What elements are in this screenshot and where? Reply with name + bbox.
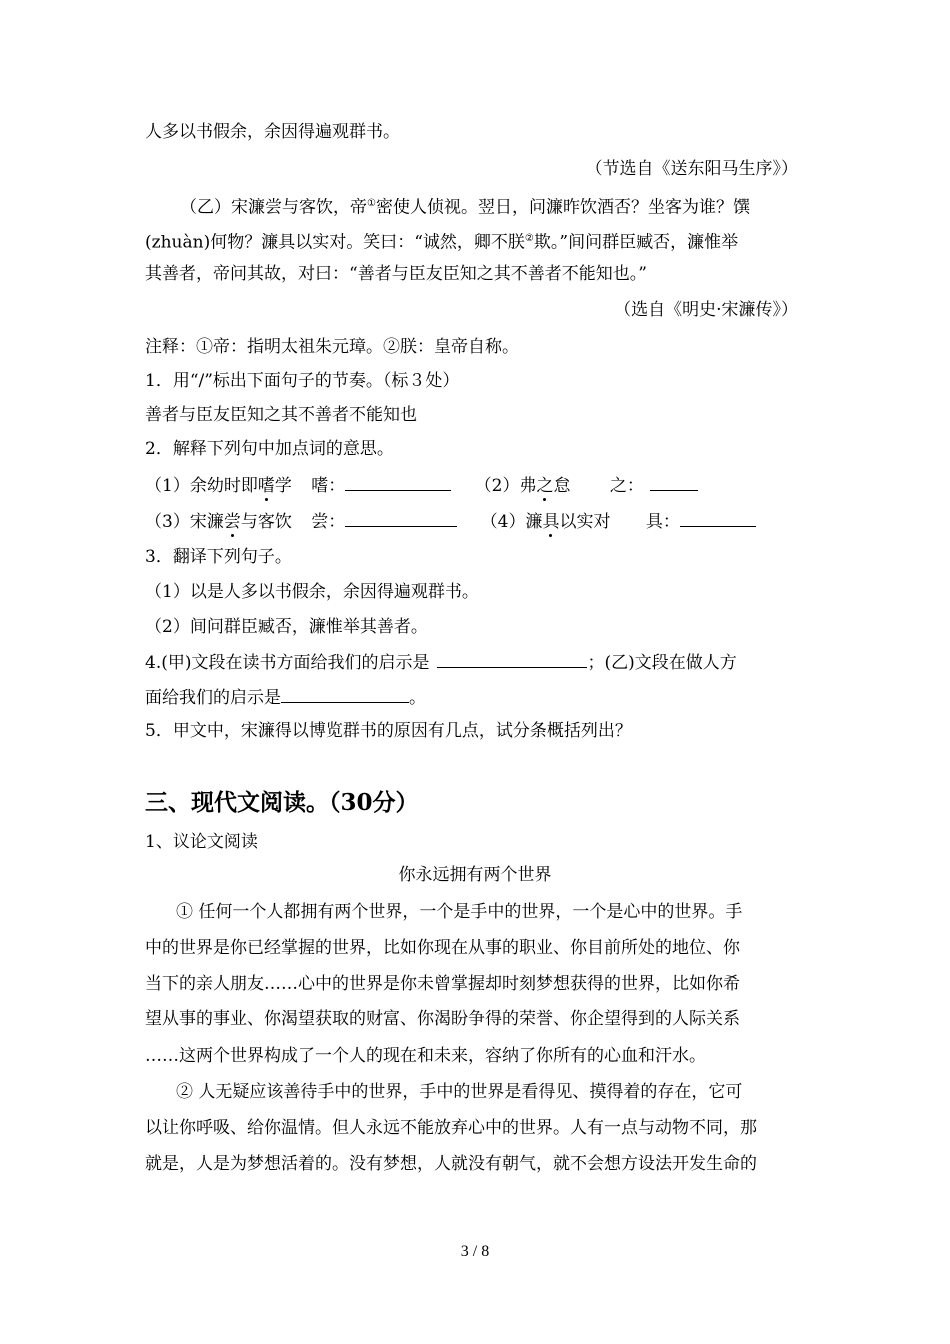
question-5: 5．甲文中，宋濂得以博览群书的原因有几点，试分条概括列出？ <box>145 721 632 741</box>
text-line: 其善者，帝问其故，对曰：“善者与臣友臣知之其不善者不能知也。” <box>145 264 647 284</box>
text-line: (zhuàn)何物？濂具以实对。笑曰：“诚然，卿不朕②欺。”间问群臣臧否，濂惟举 <box>145 232 739 253</box>
answer-blank[interactable] <box>281 686 409 703</box>
question-2-row-1: （1）余幼时即嗜学 嗜： （2）弗之怠 之： <box>145 474 698 497</box>
article-title: 你永远拥有两个世界 <box>398 865 552 885</box>
paragraph-line: 就是，人是为梦想活着的。没有梦想，人就没有朝气，就不会想方设法开发生命的 <box>145 1154 757 1174</box>
question-3-1: （1）以是人多以书假余，余因得遍观群书。 <box>145 582 479 602</box>
footnote-marker: ① <box>367 198 376 209</box>
paragraph-line: ② 人无疑应该善待手中的世界，手中的世界是看得见、摸得着的存在，它可 <box>176 1082 743 1102</box>
paragraph-line: 以让你呼吸、给你温情。但人永远不能放弃心中的世界。人有一点与动物不同，那 <box>145 1118 757 1138</box>
question-2-row-2: （3）宋濂尝与客饮 尝： （4）濂具以实对 具： <box>145 510 756 533</box>
question-4-cont: 面给我们的启示是 。 <box>145 688 426 708</box>
section-heading: 三、现代文阅读。（30分） <box>145 789 419 816</box>
notes: 注释：①帝：指明太祖朱元璋。②朕：皇帝自称。 <box>145 337 519 357</box>
page-number: 3 / 8 <box>460 1243 490 1260</box>
paragraph-line: 中的世界是你已经掌握的世界，比如你现在从事的职业、你目前所处的地位、你 <box>145 938 740 958</box>
paragraph-line: 当下的亲人朋友……心中的世界是你未曾掌握却时刻梦想获得的世界，比如你希 <box>145 974 740 994</box>
answer-blank[interactable] <box>650 474 698 491</box>
question-1: 1．用“/”标出下面句子的节奏。（标３处） <box>145 371 460 391</box>
answer-blank[interactable] <box>437 651 587 668</box>
question-3: 3．翻译下列句子。 <box>145 547 292 567</box>
source-citation: （节选自《送东阳马生序》） <box>585 159 798 179</box>
source-citation: （选自《明史·宋濂传》） <box>614 300 798 320</box>
question-1-sentence: 善者与臣友臣知之其不善者不能知也 <box>145 405 417 425</box>
paragraph-line: ① 任何一个人都拥有两个世界，一个是手中的世界，一个是心中的世界。手 <box>176 902 743 922</box>
answer-blank[interactable] <box>345 510 457 527</box>
answer-blank[interactable] <box>680 510 756 527</box>
paragraph-line: ……这两个世界构成了一个人的现在和未来，容纳了你所有的心血和汗水。 <box>145 1046 706 1066</box>
footnote-marker: ② <box>524 233 534 244</box>
text-line: （乙）宋濂尝与客饮，帝①密使人侦视。翌日，问濂昨饮酒否？坐客为谁？馔 <box>180 197 750 218</box>
question-4: 4.(甲)文段在读书方面给我们的启示是 ；(乙)文段在做人方 <box>145 653 737 673</box>
question-3-2: （2）间问群臣臧否，濂惟举其善者。 <box>145 617 428 637</box>
question-2: 2．解释下列句中加点词的意思。 <box>145 439 394 459</box>
answer-blank[interactable] <box>345 474 451 491</box>
text-line: 人多以书假余，余因得遍观群书。 <box>145 122 400 142</box>
paragraph-line: 望从事的事业、你渴望获取的财富、你渴盼争得的荣誉、你企望得到的人际关系 <box>145 1009 740 1029</box>
subsection-title: 1、议论文阅读 <box>145 832 258 852</box>
